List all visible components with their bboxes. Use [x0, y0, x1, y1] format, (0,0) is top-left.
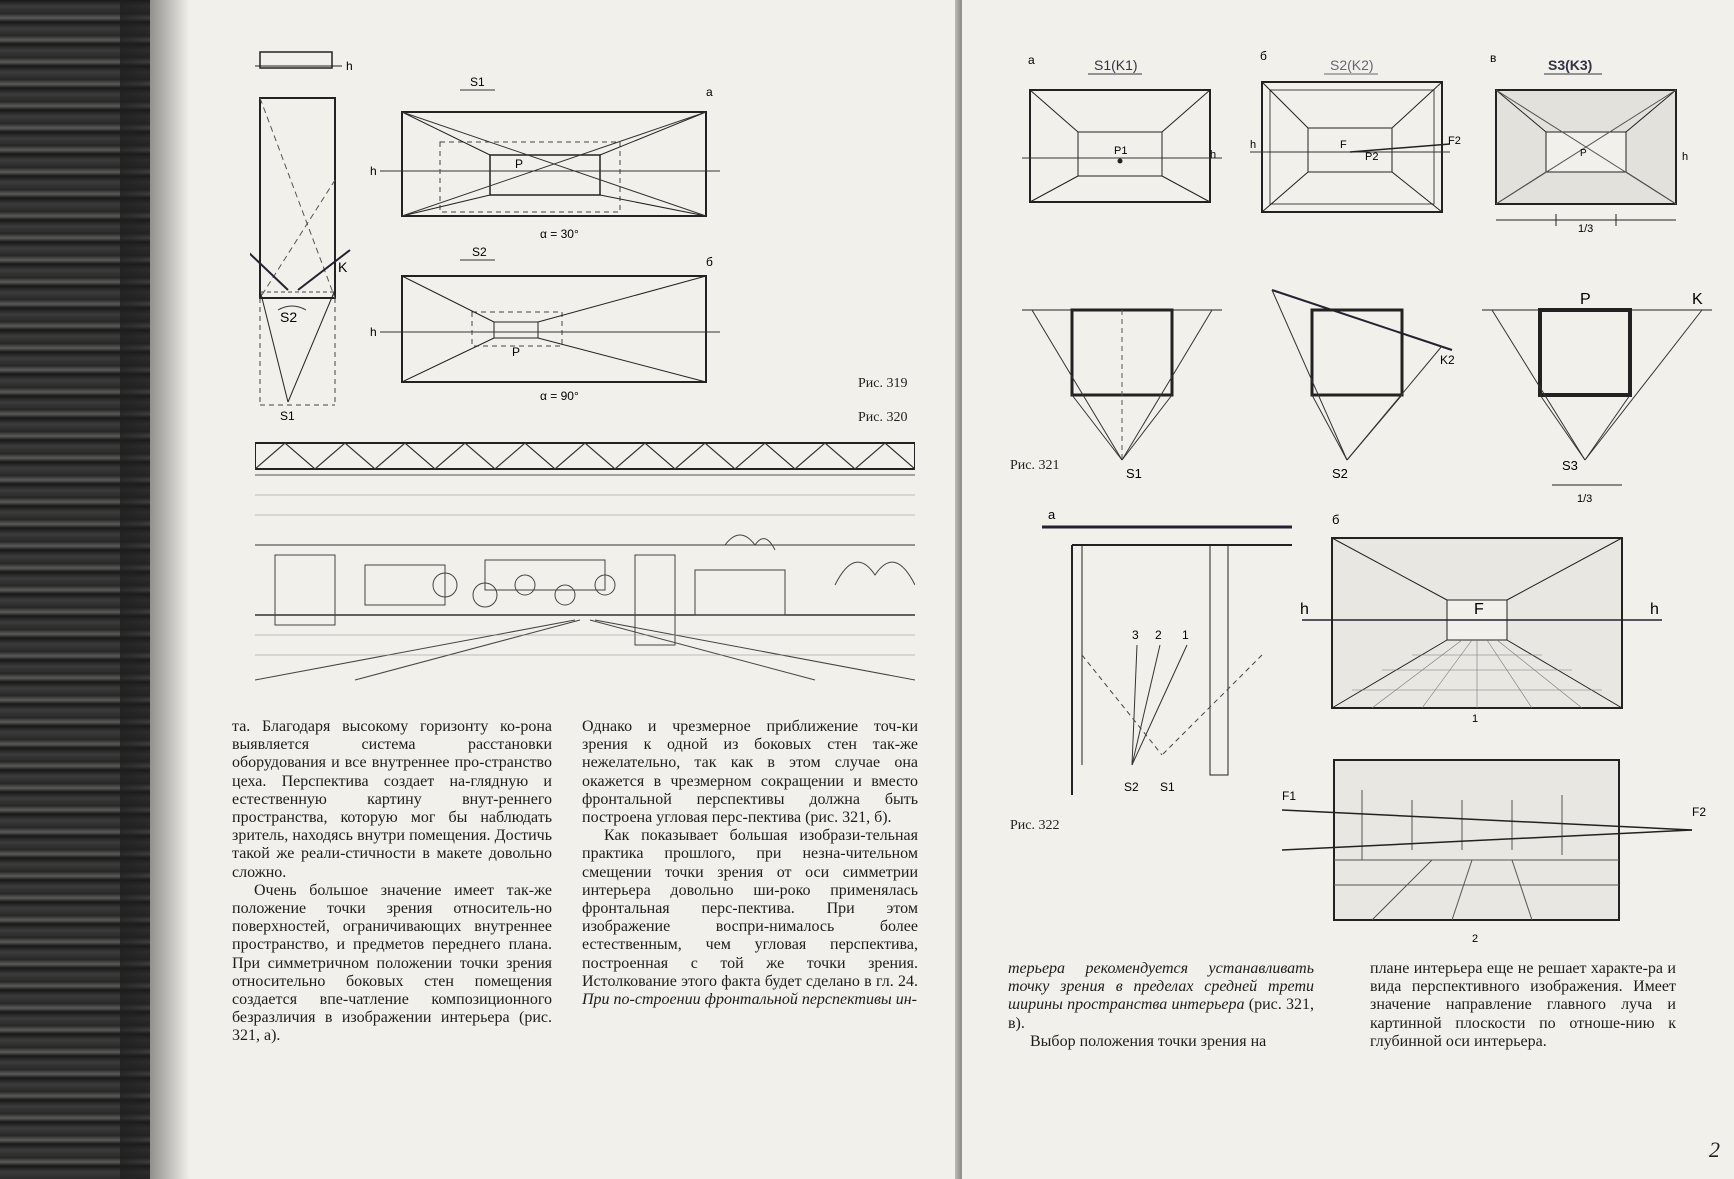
- fig321b-f2: F2: [1448, 135, 1461, 147]
- paragraph-ref: (рис. 321, в).: [1008, 996, 1314, 1032]
- fig322b-f: F: [1474, 601, 1484, 618]
- fig321a-p1: P1: [1114, 145, 1128, 157]
- fig321a-h: h: [1210, 149, 1217, 161]
- fig321a-title: S1(K1): [1094, 57, 1138, 73]
- fig321-caption: Рис. 321: [1010, 458, 1060, 473]
- right-text-column-1: [1008, 960, 1314, 1051]
- fig321b-h: h: [1250, 139, 1257, 151]
- fig319a-viewpoint: S1: [470, 75, 485, 89]
- fig321a-perspective: [1022, 48, 1222, 218]
- right-text-column-2: [1370, 960, 1676, 1051]
- fig321c-dim: 1/3: [1578, 223, 1594, 235]
- page-number: 2: [1709, 1137, 1720, 1162]
- paragraph: Однако и чрезмерное приближение точ-ки зрения к одной из боковых стен так-же нежелательно, так как в этом случае она окажется в чрезмерном сокращении и вместо фронтальной перспективы должна быть построена угловая перс-пектива (рис. 321, б).: [582, 718, 918, 827]
- right-page: [962, 0, 1734, 1179]
- fig322a-arrow2: 2: [1155, 628, 1162, 642]
- fig319b-p: P: [512, 345, 521, 359]
- fig319b-label: б: [706, 255, 713, 269]
- fig321c-p: P: [1580, 148, 1587, 159]
- plan3-p: P: [1580, 291, 1591, 308]
- fig322a-arrow3: 3: [1132, 628, 1139, 642]
- fig322a-label: а: [1048, 507, 1056, 522]
- plan3-s3: S3: [1562, 458, 1578, 473]
- fig322a-s2: S2: [1124, 780, 1139, 794]
- fig319a-angle: α = 30°: [540, 227, 579, 241]
- plan-k-label: K: [338, 259, 348, 275]
- fig319a-perspective: [360, 70, 740, 245]
- paragraph: та. Благодаря высокому горизонту ко-рона выявляется система расстановки оборудования и все внутреннее про-странство цеха. Перспектива создает на-глядную и естественную картину внут-реннего пространства, которую мог бы наблюдать зритель, находясь внутри помещения. Достичь такой же реали-стичности в макете довольно сложно.: [232, 718, 552, 881]
- paragraph: плане интерьера еще не решает характе-ра и вида перспективного изображения. Имеет значение направление главного луча и картинной плоскости по отноше-нию к глубинной оси интерьера.: [1370, 960, 1676, 1050]
- fig319a-p: P: [515, 157, 524, 171]
- fig319b-perspective: [360, 240, 740, 405]
- paragraph-italic: При по-строении фронтальной перспективы ин-: [582, 991, 917, 1009]
- fig322b-interiors: [1252, 510, 1732, 960]
- fig321b-title: S2(K2): [1330, 57, 1374, 73]
- fig322a-arrow1: 1: [1182, 628, 1189, 642]
- fig321c-perspective: [1482, 48, 1727, 238]
- fig319a-h: h: [370, 164, 377, 178]
- plan2-s2: S2: [1332, 466, 1348, 481]
- plan1-s1: S1: [1126, 466, 1142, 481]
- fig319-plan: [250, 40, 360, 430]
- fig322b-h-right: h: [1650, 601, 1659, 618]
- fig322b-sub1: 1: [1472, 713, 1479, 725]
- fig319b-viewpoint: S2: [472, 245, 487, 259]
- scan-binding-fade: [120, 0, 190, 1179]
- plan-s2-label: S2: [280, 309, 298, 325]
- plan-h-label: h: [346, 59, 353, 73]
- left-text-column-2: [582, 718, 918, 1009]
- fig321b-label: б: [1260, 49, 1267, 63]
- fig319a-label: а: [706, 85, 713, 99]
- fig322-caption: Рис. 322: [1010, 818, 1060, 833]
- fig319b-angle: α = 90°: [540, 389, 579, 403]
- fig319-caption: Рис. 319: [858, 376, 908, 391]
- plan3-k: K: [1692, 291, 1703, 308]
- fig322b-f1: F1: [1282, 789, 1297, 803]
- paragraph: [582, 827, 918, 1009]
- fig322a-s1: S1: [1160, 780, 1175, 794]
- plan-s1-label: S1: [280, 409, 295, 423]
- fig320-caption: Рис. 320: [858, 410, 908, 425]
- fig321b-perspective: [1250, 48, 1470, 218]
- paragraph: Очень большое значение имеет так-же положение точки зрения относитель-но поверхностей, ограничивающих внутреннее пространство, и предметов переднего плана. При симметричном положении точки зрения относительно боковых стен помещения создается впе-чатление композиционного безразличия в изображении интерьера (рис. 321, а).: [232, 881, 552, 1045]
- paragraph: Выбор положения точки зрения на: [1030, 1032, 1267, 1050]
- fig322b-label: б: [1332, 512, 1340, 527]
- fig321-bottom-plans: [1022, 280, 1722, 505]
- plan3-dim: 1/3: [1577, 493, 1593, 505]
- left-text-column-1: [232, 718, 552, 1046]
- fig321c-h: h: [1682, 151, 1689, 163]
- paragraph-text: Как показывает большая изобрази-тельная практика прошлого, при незна-чительном смещении точки зрения от оси симметрии интерьера довольно ши-роко применялась фронтальная перс-пектива. При этом изображение воспри-нималось более естественным, чем угловая перспектива, построенная с той же точки зрения. Истолкование этого факта будет сделано в гл. 24.: [582, 827, 918, 990]
- paragraph-italic: [1008, 960, 1314, 1033]
- fig322b-f2: F2: [1692, 805, 1707, 819]
- fig319b-h: h: [370, 325, 377, 339]
- paragraph-text: терьера рекомендуется устанавливать точку зрения в пределах средней трети ширины пространства интерьера: [1008, 960, 1314, 1014]
- fig321b-f: F: [1340, 139, 1347, 151]
- fig321c-title: S3(K3): [1548, 57, 1593, 73]
- fig321a-label: а: [1028, 53, 1035, 67]
- plan2-k2: K2: [1440, 353, 1455, 367]
- fig322b-sub2: 2: [1472, 933, 1479, 945]
- fig322b-h-left: h: [1300, 601, 1309, 618]
- fig321c-label: в: [1490, 51, 1497, 65]
- fig321b-p2: P2: [1365, 151, 1379, 163]
- fig320-hall-sketch: [255, 435, 915, 685]
